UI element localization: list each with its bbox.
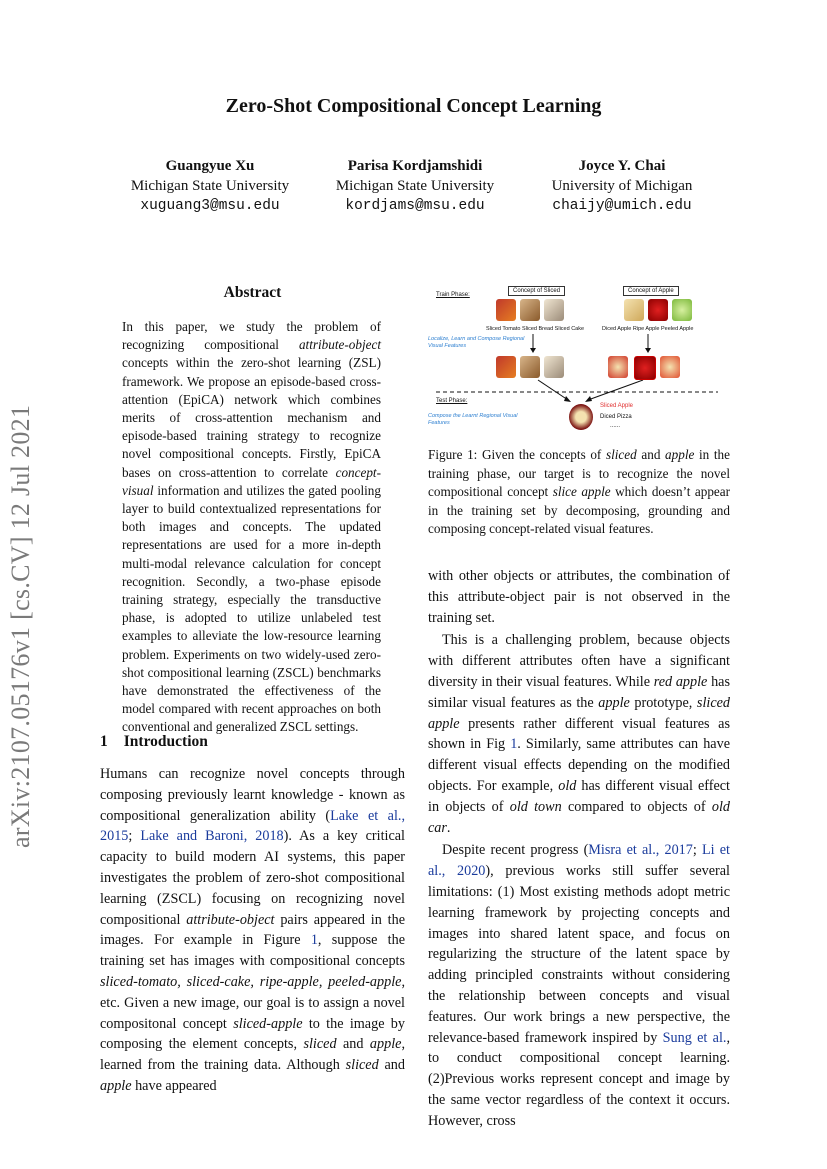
region-ripe-apple-image	[634, 356, 656, 380]
author-name: Guangyue Xu	[165, 158, 255, 174]
concept-sliced-box: Concept of Sliced	[508, 286, 565, 296]
paper-title: Zero-Shot Compositional Concept Learning	[225, 95, 602, 117]
compose-note: Compose the Learnt Regional Visual Features	[428, 413, 518, 426]
section-title: Introduction	[123, 733, 208, 750]
test-image	[569, 404, 593, 430]
sliced-labels: Sliced Tomato Sliced Bread Sliced Cake	[486, 326, 585, 332]
author-affiliation: Michigan State University	[335, 178, 495, 194]
figure-ref-link[interactable]: 1	[510, 736, 518, 753]
region-bread-image	[520, 356, 540, 378]
test-phase-label: Test Phase:	[436, 398, 468, 404]
train-phase-label: Train Phase:	[436, 292, 470, 298]
author-name: Parisa Kordjamshidi	[347, 158, 483, 174]
intro-paragraph-2: This is a challenging problem, because objects with different attributes often have a significant diversity in their visual features. While red apple has similar visual features as the apple prototype, sliced apple presents rather different visual features as shown in Fig 1. Similarly, same attributes can have different visual effects depending on the modified objects. For example, old has different visual effect in objects of old town compared to objects of old car.	[428, 632, 731, 836]
author-2	[305, 156, 525, 216]
author-affiliation: Michigan State University	[130, 178, 290, 194]
author-1	[100, 156, 320, 216]
region-peeled-apple-image	[660, 356, 680, 378]
abstract-heading: Abstract	[223, 284, 282, 301]
region-tomato-image	[496, 356, 516, 378]
result-diced-pizza: Diced Pizza	[600, 414, 632, 420]
intro-paragraph-3: Despite recent progress (Misra et al., 2017; Li et al., 2020), previous works still suffer several limitations: (1) Most existing methods adopt metric learning framework by projecting concepts and images into shared latent space, and focus on regularizing the structure of the latent space by adding principled constraints without considering the relationship between concepts and visual features. Our work brings a new perspective, the relevance-based framework inspired by Sung et al., to conduct compositional concept learning. (2)Previous works represent concept and image by the same vector regardless of the context it occurs. However, cross	[428, 842, 730, 1129]
apple-labels: Diced Apple Ripe Apple Peeled Apple	[602, 326, 694, 332]
figure-caption: Figure 1: Given the concepts of sliced and apple in the training phase, our target is to recognize the novel compositional concept slice apple which doesn’t appear in the training set by decomposing, grounding and composing concept-related visual features.	[428, 447, 731, 536]
citation-link[interactable]: Lake and Baroni, 2018	[140, 828, 284, 845]
section-heading	[100, 733, 208, 751]
arxiv-stamp: arXiv:2107.05176v1 [cs.CV] 12 Jul 2021	[6, 404, 35, 848]
citation-link[interactable]: Li et al., 2020	[428, 842, 730, 880]
author-email: xuguang3@msu.edu	[140, 198, 280, 214]
result-more: ......	[610, 423, 621, 429]
figure-ref-link[interactable]: 1	[310, 932, 318, 949]
citation-link[interactable]: Sung et al.	[662, 1029, 727, 1046]
localize-note: Localize, Learn and Compose Regional Visual Features	[428, 336, 525, 349]
region-diced-apple-image	[608, 356, 628, 378]
concept-apple-box: Concept of Apple	[623, 286, 679, 296]
citation-link[interactable]: Misra et al., 2017	[588, 842, 693, 859]
citation-link[interactable]: Lake et al., 2015	[100, 807, 405, 845]
author-email: kordjams@msu.edu	[345, 198, 485, 214]
abstract-text: In this paper, we study the problem of recognizing compositional attribute-object concepts within the zero-shot learning (ZSL) framework. We propose an episode-based cross-attention (EpiCA) network which combines merits of cross-attention mechanism and episode-based training strategy to recognize novel compositional concepts. Firstly, EpiCA bases on cross-attention to correlate concept-visual information and utilizes the gated pooling layer to build contextualized representations for both images and concepts. The updated representations are used for a more in-depth multi-modal relevance calculation for concept recognition. Secondly, a two-phase episode training strategy, especially the transductive phase, is adopted to utilize unlabeled test examples to alleviate the low-resource learning problem. Experiments on two widely-used zero-shot compositional learning (ZSCL) benchmarks have demonstrated the effectiveness of the model compared with recent approaches on both conventional and generalized ZSCL settings.	[122, 319, 381, 735]
section-number: 1	[100, 733, 108, 750]
result-sliced-apple: Sliced Apple	[600, 403, 634, 409]
right-column-text	[428, 566, 730, 1132]
intro-paragraph-1: Humans can recognize novel concepts through composing previously learnt knowledge - known as compositional generalization ability (Lake et al., 2015; Lake and Baroni, 2018). As a key critical capacity to build modern AI systems, this paper investigates the problem of zero-shot compositional learning (ZSCL) focusing on recognizing novel compositional attribute-object pairs appeared in the images. For example in Figure 1, suppose the training set has images with compositional concepts sliced-tomato, sliced-cake, ripe-apple, peeled-apple, etc. Given a new image, our goal is to assign a novel compositonal concept sliced-apple to the image by composing the element concepts, sliced and apple, learned from the training data. Although sliced and apple have appeared	[100, 766, 406, 1094]
author-name: Joyce Y. Chai	[578, 158, 666, 174]
region-cake-image	[544, 356, 564, 378]
figure-1	[428, 282, 730, 440]
author-affiliation: University of Michigan	[551, 178, 693, 194]
author-3	[512, 156, 732, 216]
author-email: chaijy@umich.edu	[552, 198, 692, 214]
intro-paragraph-1-cont: with other objects or attributes, the combination of this attribute-object pair is not observed in the training set.	[428, 568, 730, 626]
